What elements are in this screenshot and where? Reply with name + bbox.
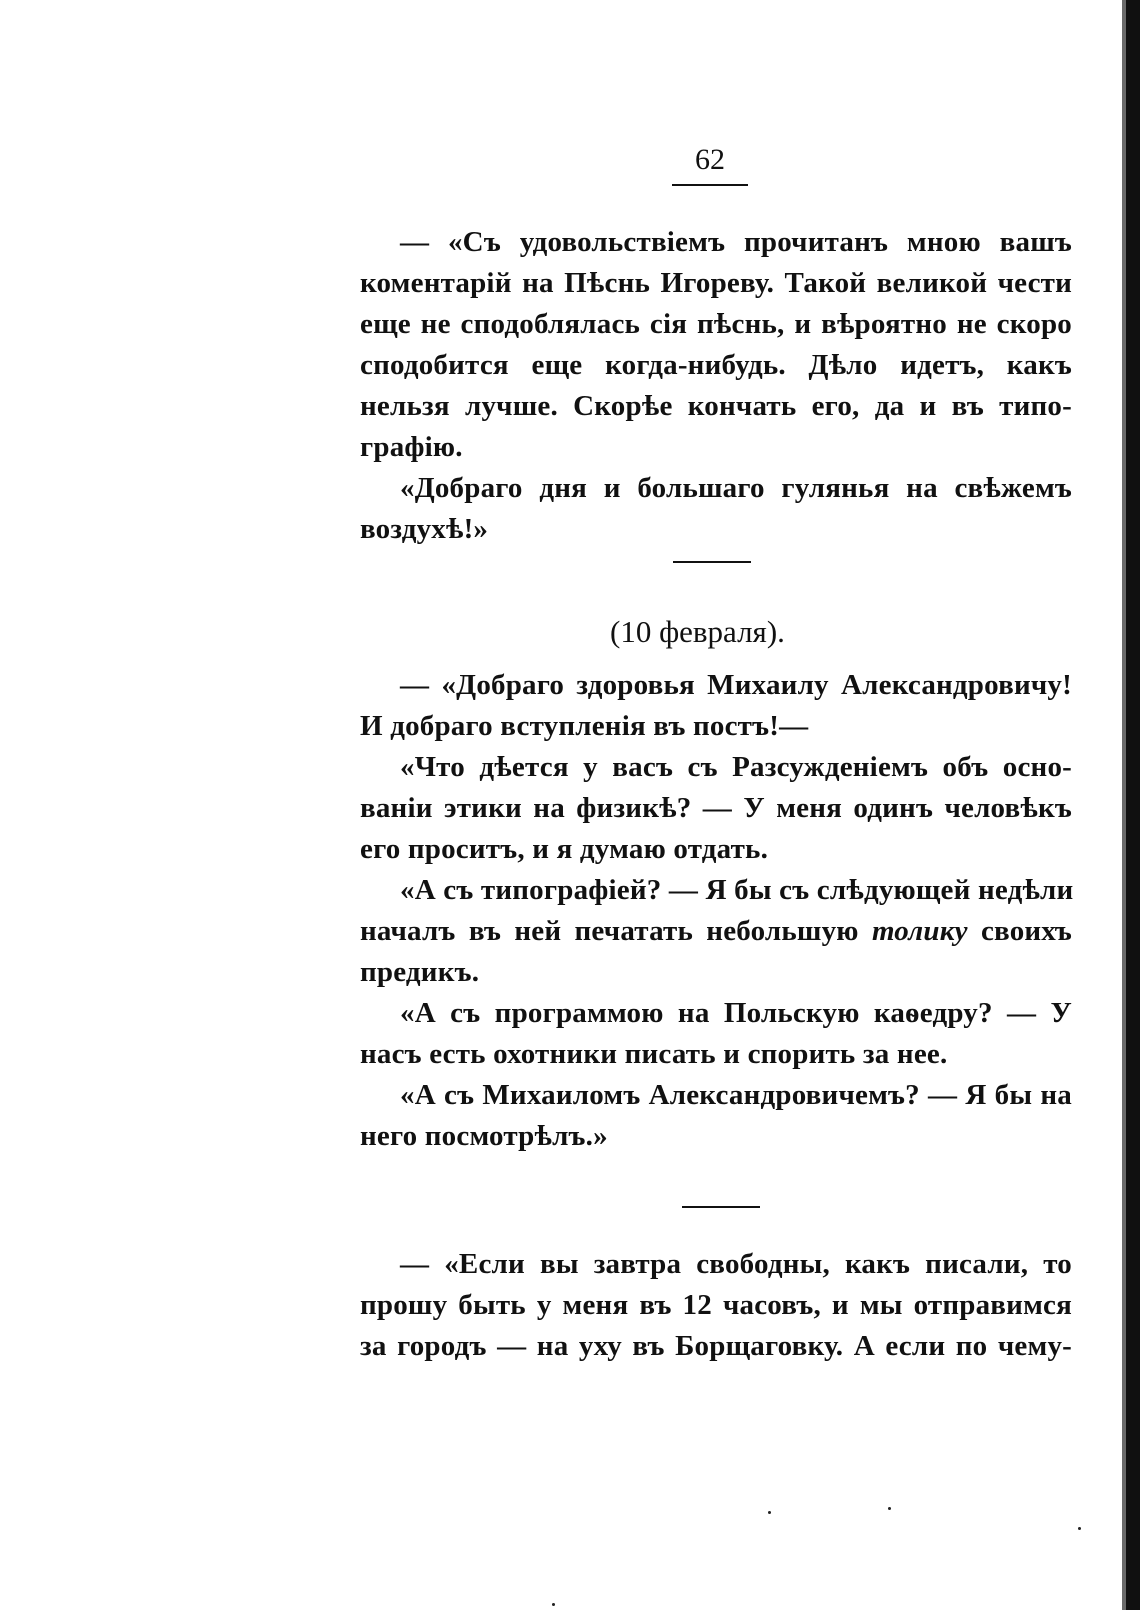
page-edge <box>1126 0 1140 1610</box>
text-line: — «Если вы завтра свободны, какъ писали, то <box>400 1248 1072 1280</box>
text-line: прошу быть у меня въ 12 часовъ, и мы отправимся <box>360 1289 1072 1321</box>
page-number: 62 <box>695 143 725 176</box>
text-line: «А съ типографіей? — Я бы съ слѣдующей недѣли <box>400 874 1074 906</box>
text-line: И добраго вступленія въ постъ!— <box>360 710 809 742</box>
text-line: сподобится еще когда-нибудь. Дѣло идетъ, какъ <box>360 349 1072 381</box>
text-line: коментарій на Пѣснь Игореву. Такой великой чести <box>360 267 1072 299</box>
section-divider <box>682 1206 760 1208</box>
text-line: «Добраго дня и большаго гулянья на свѣжемъ <box>400 472 1072 504</box>
letter-section-2 <box>360 665 1072 1157</box>
scan-speck <box>1078 1527 1081 1530</box>
letter-section-3 <box>360 1244 1072 1367</box>
text-line: еще не сподоблялась сія пѣснь, и вѣроятно не скоро <box>360 308 1072 340</box>
text-line: за городъ — на уху въ Борщаговку. А если по чему- <box>360 1330 1072 1362</box>
text-line: него посмотрѣлъ.» <box>360 1120 608 1152</box>
text-line <box>360 911 1072 952</box>
section-divider <box>673 561 751 563</box>
scan-speck <box>552 1603 555 1606</box>
text-span: началъ въ ней печатать небольшую <box>360 915 859 947</box>
scan-speck <box>768 1511 771 1514</box>
page-number-rule <box>672 184 748 186</box>
text-line: — «Съ удовольствіемъ прочитанъ мною вашъ <box>400 226 1072 258</box>
text-line: нельзя лучше. Скорѣе кончать его, да и въ типо- <box>360 390 1072 422</box>
text-line: предикъ. <box>360 956 480 988</box>
text-line: графію. <box>360 431 463 463</box>
text-line: воздухѣ!» <box>360 513 489 545</box>
text-line: ваніи этики на физикѣ? — У меня одинъ человѣкъ <box>360 792 1072 824</box>
italic-word: толику <box>871 915 968 947</box>
text-line: его проситъ, и я думаю отдать. <box>360 833 769 865</box>
date-heading: (10 февраля). <box>610 614 785 649</box>
text-line: — «Добраго здоровья Михаилу Александровичу! <box>400 669 1072 701</box>
scan-speck <box>888 1507 891 1510</box>
text-line: «А съ программою на Польскую каѳедру? — У <box>400 997 1072 1029</box>
letter-section-1 <box>360 222 1072 550</box>
text-line: «Что дѣется у васъ съ Разсужденіемъ объ осно- <box>400 751 1072 783</box>
text-line: насъ есть охотники писать и спорить за нее. <box>360 1038 948 1070</box>
text-span: своихъ <box>980 915 1072 947</box>
text-line: «А съ Михаиломъ Александровичемъ? — Я бы на <box>400 1079 1072 1111</box>
